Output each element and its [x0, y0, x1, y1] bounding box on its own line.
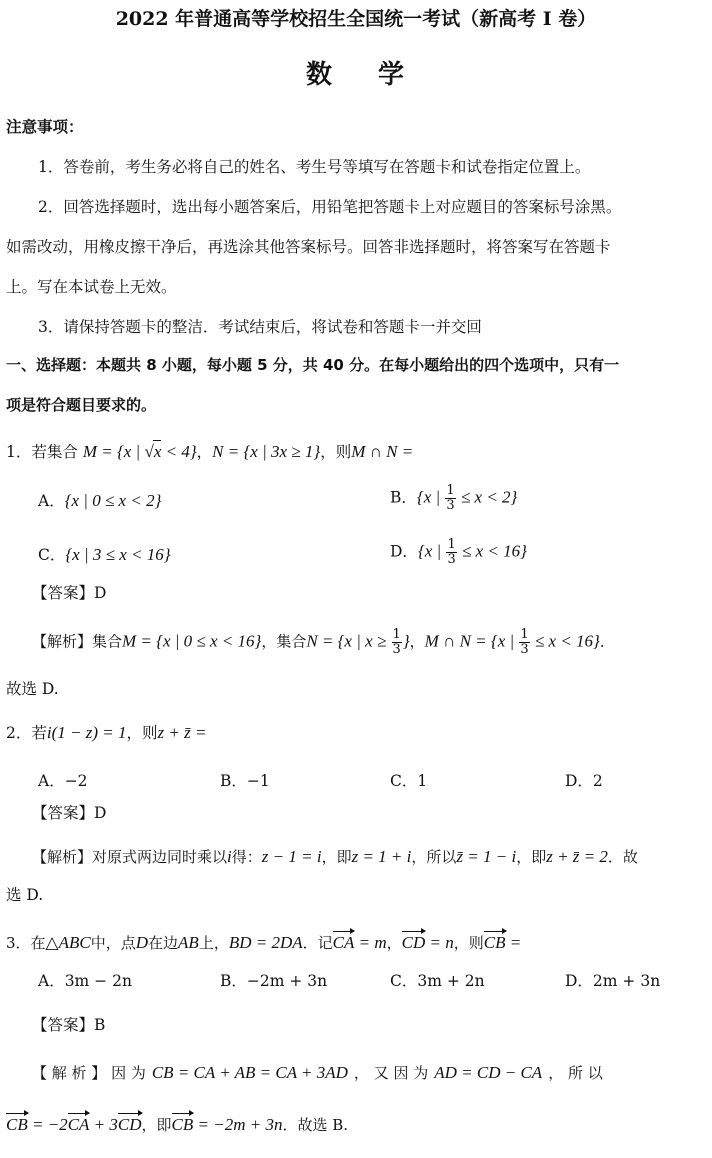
q1-ask: M ∩ N =	[351, 442, 414, 461]
q1-set-m	[83, 442, 197, 461]
q3-text-5: ，	[386, 934, 402, 952]
q2-option-c: C．1	[390, 772, 428, 790]
q2-explanation-line-2: 选 D.	[6, 886, 44, 904]
notes-item-1: 1．答卷前，考生务必将自己的姓名、考生号等填写在答题卡和试卷指定位置上。	[38, 158, 591, 176]
q3-option-a: A．3m − 2n	[38, 972, 132, 990]
q3-exp-l1-a: 【 解 析 】 因 为	[32, 1064, 146, 1082]
q1-option-c-label: C．	[38, 546, 66, 564]
q1-option-c	[38, 544, 171, 566]
q1-exp-fraction-1	[392, 628, 402, 657]
fraction-numerator: 1	[520, 627, 529, 642]
q3-text-6: ，则	[453, 934, 484, 952]
q3-exp-l1-c: ， 又 因 为	[353, 1064, 429, 1082]
q2-number: 2．若	[6, 724, 47, 742]
q2-exp-f: ，所以	[411, 848, 457, 866]
q1-option-b	[390, 484, 517, 513]
q3-option-d: D．2m + 3n	[565, 972, 661, 990]
subject-char-2: 学	[378, 60, 407, 90]
sqrt-icon: √	[144, 442, 154, 461]
q1-option-c-value: {x | 3 ≤ x < 16}	[65, 545, 171, 564]
q3-option-b: B．−2m + 3n	[220, 972, 328, 990]
q2-exp-a: 【解析】对原式两边同时乘以	[32, 848, 228, 866]
q1-set-m-tail: < 4}	[161, 442, 197, 461]
q1-exp-sep: ，	[409, 632, 425, 651]
notes-heading: 注意事项：	[6, 118, 84, 136]
notes-item-3: 3．请保持答题卡的整洁．考试结束后，将试卷和答题卡一并交回	[38, 318, 482, 336]
subject-char-1: 数	[305, 60, 334, 90]
q3-triangle: △ABC	[45, 933, 91, 952]
q3-text-2: 在边	[148, 934, 179, 952]
q1-number: 1．	[6, 443, 32, 461]
q2-exp-b: 得：	[231, 848, 262, 866]
q1-answer: 【答案】D	[32, 584, 107, 602]
q3-exp-l2-eq: = −2	[27, 1115, 68, 1134]
q2-explanation	[32, 846, 638, 868]
q1-exp-n-pre: N = {x | x ≥	[306, 631, 391, 651]
q2-expr: i(1 − z) = 1	[46, 723, 127, 742]
q1-exp-result-pre: M ∩ N = {x |	[424, 631, 519, 651]
q3-option-c: C．3m + 2n	[390, 972, 485, 990]
q3-edge-ab: AB	[178, 933, 199, 952]
q2-exp-k: z + z̄ = 2	[546, 847, 608, 866]
q1-option-d	[390, 538, 527, 567]
q3-exp-l2-plus: + 3	[89, 1115, 118, 1134]
q1-option-d-pre: {x |	[417, 541, 446, 561]
q1-sep-2: ，则	[320, 443, 352, 461]
vector-cd: CD	[117, 1115, 142, 1134]
q1-sep-1: ，	[196, 443, 213, 461]
question-3	[6, 932, 521, 954]
fraction-numerator: 1	[446, 483, 455, 498]
q3-text-3: 上，	[198, 934, 229, 952]
q1-exp-result-post: ≤ x < 16}	[530, 631, 600, 651]
q3-exp-l1-b: CB = CA + AB = CA + 3AD	[151, 1063, 348, 1082]
vector-cb: CB	[483, 933, 506, 952]
notes-item-2-line-1: 2．回答选择题时，选出每小题答案后，用铅笔把答题卡上对应题目的答案标号涂黑。	[38, 198, 622, 216]
q2-answer: 【答案】D	[32, 804, 107, 822]
q1-option-a	[38, 490, 161, 512]
q3-explanation-line-2	[6, 1114, 348, 1136]
q3-exp-l2-end: ．故选 B.	[282, 1116, 349, 1134]
subject-title	[0, 60, 712, 90]
question-1	[6, 440, 413, 463]
q1-option-d-post: ≤ x < 16}	[457, 541, 527, 561]
q3-point-d: D	[135, 933, 149, 952]
section-1-heading-line-2: 项是符合题目要求的。	[6, 396, 157, 414]
q1-option-b-fraction	[445, 484, 455, 513]
q3-eq-m: = m	[354, 933, 387, 952]
fraction-numerator: 1	[392, 627, 401, 642]
q2-ask: z + z̄ =	[157, 723, 207, 742]
q1-exp-end: ．	[599, 632, 615, 651]
q1-sqrt-arg: x	[153, 442, 162, 461]
q2-exp-i: i	[227, 847, 232, 866]
section-1-heading-line-1: 一、选择题：本题共 8 小题，每小题 5 分，共 40 分。在每小题给出的四个选项中，只有一	[6, 356, 620, 374]
q3-eq-n: = n	[425, 933, 454, 952]
q1-option-b-pre: {x |	[416, 487, 445, 507]
q3-exp-l2-mid: ，即	[141, 1116, 172, 1134]
q1-option-a-label: A．	[38, 492, 65, 510]
q3-explanation-line-1	[32, 1062, 603, 1084]
q1-explanation	[32, 628, 615, 657]
q3-eq: =	[505, 933, 522, 952]
q3-answer: 【答案】B	[32, 1016, 106, 1034]
q3-number: 3．在	[6, 934, 46, 952]
notes-item-2-line-2: 如需改动，用橡皮擦干净后，再选涂其他答案标号。回答非选择题时，将答案写在答题卡	[6, 238, 611, 256]
q3-exp-l1-e: ， 所 以	[548, 1064, 603, 1082]
fraction-denominator: 3	[447, 552, 456, 567]
q2-exp-d: ，即	[321, 848, 352, 866]
q1-option-d-fraction	[446, 538, 456, 567]
q3-exp-l2-result: = −2m + 3n	[193, 1115, 283, 1134]
fraction-denominator: 3	[392, 642, 401, 657]
q2-exp-c: z − 1 = i	[261, 847, 322, 866]
q2-mid: ，则	[126, 724, 158, 742]
q1-option-d-label: D．	[390, 542, 418, 561]
q1-option-b-label: B．	[390, 488, 417, 507]
q1-lead: 若集合	[31, 443, 78, 461]
fraction-denominator: 3	[520, 642, 529, 657]
q2-exp-e: z = 1 + i	[351, 847, 412, 866]
q1-exp-mid: ，集合	[261, 632, 307, 651]
q1-exp-label: 【解析】集合	[32, 632, 123, 651]
vector-ca: CA	[67, 1115, 90, 1134]
q1-exp-m: M = {x | 0 ≤ x < 16}	[122, 631, 262, 651]
vector-cb: CB	[6, 1115, 28, 1134]
q2-option-d: D．2	[565, 772, 603, 790]
q2-option-a: A．−2	[38, 772, 88, 790]
fraction-numerator: 1	[447, 537, 456, 552]
q3-text-4: ．记	[302, 934, 333, 952]
fraction-denominator: 3	[446, 498, 455, 513]
exam-title: 2022 年普通高等学校招生全国统一考试（新高考 I 卷）	[115, 8, 597, 30]
q2-option-b: B．−1	[220, 772, 270, 790]
q1-set-n: N = {x | 3x ≥ 1}	[212, 442, 321, 461]
q1-explanation-line-2: 故选 D.	[6, 680, 59, 698]
q3-text-1: 中，点	[90, 934, 136, 952]
q2-exp-h: ，即	[516, 848, 547, 866]
q2-exp-g: z̄ = 1 − i	[456, 847, 517, 866]
q1-option-a-value: {x | 0 ≤ x < 2}	[64, 491, 162, 510]
question-2	[6, 722, 206, 744]
q1-set-m-head: M = {x |	[82, 442, 145, 461]
vector-ca: CA	[332, 933, 355, 952]
q3-exp-l1-d: AD = CD − CA	[434, 1063, 543, 1082]
vector-cb: CB	[171, 1115, 194, 1134]
q3-bd-relation: BD = 2DA	[228, 933, 303, 952]
q2-exp-l: ．故	[607, 848, 638, 866]
q1-exp-n-post: }	[402, 631, 410, 651]
q1-option-b-post: ≤ x < 2}	[456, 487, 518, 507]
q1-exp-fraction-2	[519, 628, 529, 657]
notes-item-2-line-3: 上。写在本试卷上无效。	[6, 278, 177, 296]
vector-cd: CD	[401, 933, 426, 952]
